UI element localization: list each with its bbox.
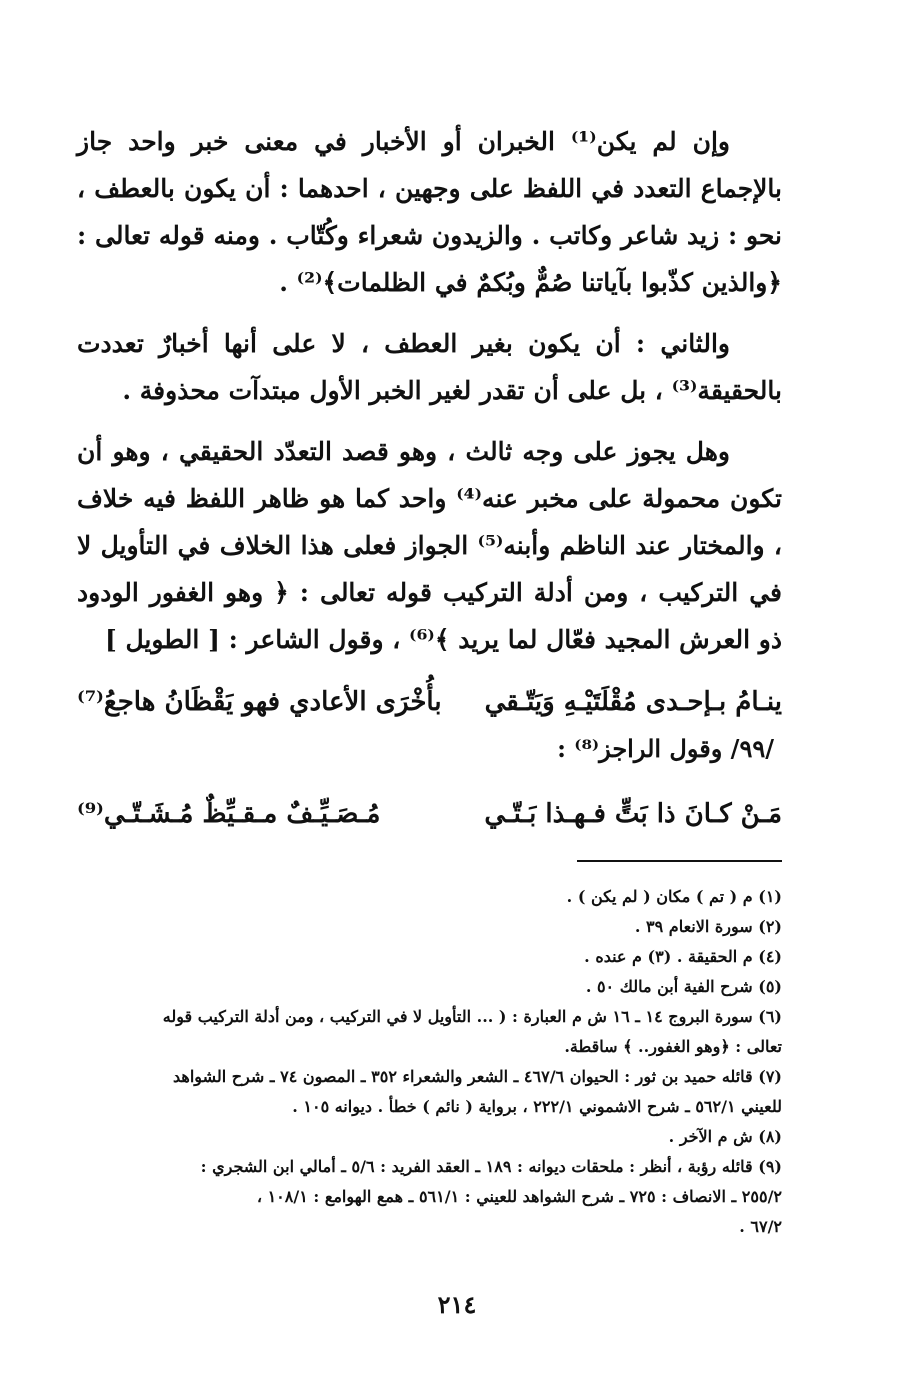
verse-1 [77, 677, 782, 727]
footnote-6: (٦) سورة البروج ١٤ ـ ١٦ ش م العبارة : ( ... التأويل لا في التركيب ، ومن أدلة التركيب قوله [162, 1007, 782, 1026]
footnote-1: (١) م ( تم ) مكان ( لم يكن ) . [566, 887, 782, 906]
footnote-7-continuation: للعيني ٥٦٢/١ ـ شرح الاشموني ٢٢٢/١ ، برواية ( نائم ) خطأ . ديوانه ١٠٥ . [292, 1097, 782, 1116]
verse-2 [77, 789, 782, 839]
footnote-separator [577, 860, 782, 862]
footnote-2: (٢) سورة الانعام ٣٩ . [634, 917, 782, 936]
footnote-9: (٩) قائله رؤبة ، أنظر : ملحقات ديوانه : ١٨٩ ـ العقد الفريد : ٥/٦ ـ أمالي ابن الشجري : [200, 1157, 782, 1176]
paragraph-3: وهل يجوز على وجه ثالث ، وهو قصد التعدّد الحقيقي ، وهو أن تكون محمولة على مخبر عنه⁽⁴⁾ واحد كما هو ظاهر اللفظ فيه خلاف ، والمختار عند الناظم وأبنه⁽⁵⁾ الجواز فعلى هذا الخلاف في التأويل لا في التركيب ، ومن أدلة التركيب قوله تعالى : ﴿ وهو الغفور الودود ذو العرش المجيد فعّال لما يريد ﴾⁽⁶⁾ ، وقول الشاعر : [ الطويل ] [77, 437, 782, 654]
verse-2-first-hemistich: مَـنْ كـانَ ذا بَتٍّ فـهـذا بَـتّـي [484, 799, 782, 829]
footnote-7: (٧) قائله حميد بن ثور : الحيوان ٤٦٧/٦ ـ الشعر والشعراء ٣٥٢ ـ المصون ٧٤ ـ شرح الشواهد [173, 1067, 782, 1086]
page-number: ٢١٤ [437, 1290, 477, 1319]
paragraph-2: والثاني : أن يكون بغير العطف ، لا على أنها أخبارٌ تعددت بالحقيقة⁽³⁾ ، بل على أن تقدر لغير الخبر الأول مبتدآت محذوفة . [77, 329, 782, 405]
footnote-3-4: (٤) م الحقيقة . (٣) م عنده . [584, 947, 782, 966]
folio-line: /٩٩/ وقول الراجز⁽⁸⁾ : [557, 734, 774, 763]
main-text [77, 118, 782, 839]
footnote-9-continuation-2: ٦٧/٢ . [739, 1217, 782, 1236]
paragraph-1: وإن لم يكن⁽¹⁾ الخبران أو الأخبار في معنى خبر واحد جاز بالإجماع التعدد في اللفظ على وجهين ، احدهما : أن يكون بالعطف ، نحو : زيد شاعر وكاتب . والزيدون شعراء وكُتّاب . ومنه قوله تعالى : ﴿والذين كذّبوا بآياتنا صُمٌّ وبُكمٌ في الظلمات﴾⁽²⁾ . [77, 127, 782, 297]
verse-2-second-hemistich: مُـصَـيِّـفٌ مـقـيِّظٌ مُـشَـتّـي⁽⁹⁾ [77, 799, 381, 829]
footnote-5: (٥) شرح الفية أبن مالك ٥٠ . [585, 977, 782, 996]
footnote-6-continuation: تعالى : ﴿وهو الغفور.. ﴾ ساقطة. [564, 1037, 782, 1056]
footnotes [77, 882, 782, 1242]
verse-1-second-hemistich: بأُخْرَى الأعادي فهو يَقْظَانُ هاجعُ⁽⁷⁾ [77, 687, 442, 717]
verse-1-first-hemistich: ينـامُ بـإحـدى مُقْلَتَيْـهِ وَيَتّـقي [484, 687, 782, 717]
footnote-9-continuation: ٢٥٥/٢ ـ الانصاف : ٧٢٥ ـ شرح الشواهد للعيني : ٥٦١/١ ـ همع الهوامع : ١٠٨/١ ، [256, 1187, 782, 1206]
footnote-8: (٨) ش م الآخر . [668, 1127, 782, 1146]
